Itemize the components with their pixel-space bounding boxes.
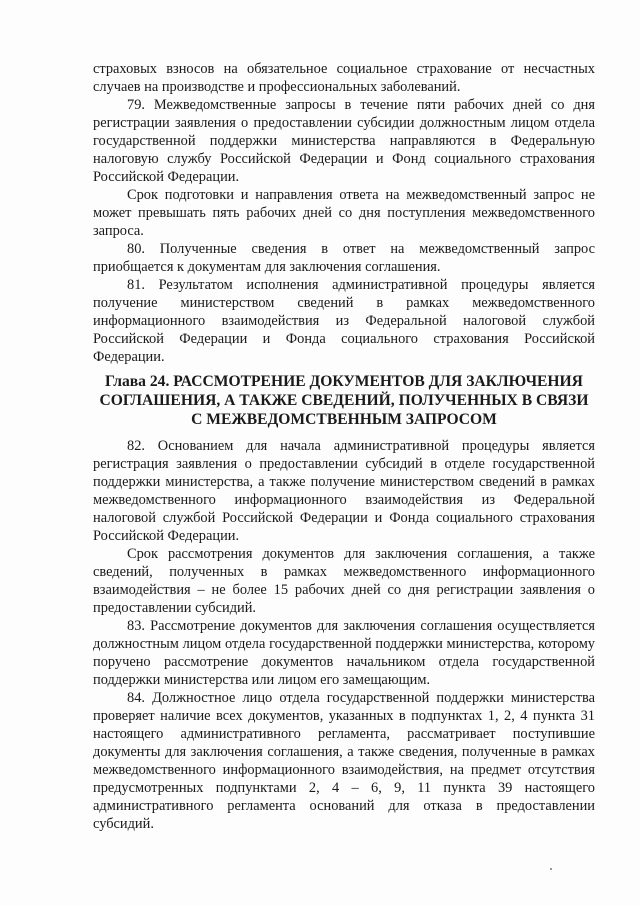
scan-speck — [550, 868, 552, 870]
paragraph-84: 84. Должностное лицо отдела государственной поддержки министерства проверяет наличие всех документов, указанных в подпунктах 1, 2, 4 пункта 31 настоящего административного регламента, рассматривает поступившие документы для заключения соглашения, а также сведения, полученные в рамках межведомственного информационного взаимодействия, на предмет отсутствия предусмотренных подпунктами 2, 4 – 6, 9, 11 пункта 39 настоящего административного регламента оснований для отказа в предоставлении субсидий. — [93, 690, 595, 832]
paragraph-83: 83. Рассмотрение документов для заключения соглашения осуществляется должностным лицом отдела государственной поддержки министерства, которому поручено рассмотрение документов начальником отдела государственной поддержки министерства или лицом его замещающим. — [93, 618, 595, 688]
paragraph-response-deadline: Срок подготовки и направления ответа на межведомственный запрос не может превышать пять рабочих дней со дня поступления межведомственного запроса. — [93, 187, 595, 239]
paragraph-continuation: страховых взносов на обязательное социальное страхование от несчастных случаев на производстве и профессиональных заболеваний. — [93, 61, 595, 95]
top-text-section — [93, 60, 595, 366]
paragraph-80: 80. Полученные сведения в ответ на межведомственный запрос приобщается к документам для заключения соглашения. — [93, 241, 595, 275]
paragraph-review-deadline: Срок рассмотрения документов для заключения соглашения, а также сведений, полученных в рамках межведомственного информационного взаимодействия – не более 15 рабочих дней со дня регистрации заявления о предоставлении субсидий. — [93, 546, 595, 616]
paragraph-82: 82. Основанием для начала административной процедуры является регистрация заявления о предоставлении субсидий в отделе государственной поддержки министерства, а также получение министерством сведений в рамках межведомственного информационного взаимодействия из Федеральной налоговой службой Российской Федерации и Фонда социального страхования Российской Федерации. — [93, 438, 595, 544]
bottom-text-section — [93, 437, 595, 833]
paragraph-81: 81. Результатом исполнения административной процедуры является получение министерством сведений в рамках межведомственного информационного взаимодействия из Федеральной налоговой службой Российской Федерации и Фонда социального страхования Российской Федерации. — [93, 277, 595, 365]
paragraph-79: 79. Межведомственные запросы в течение пяти рабочих дней со дня регистрации заявления о предоставлении субсидии должностным лицом отдела государственной поддержки министерства направляются в Федеральную налоговую службу Российской Федерации и Фонд социального страхования Российской Федерации. — [93, 97, 595, 185]
chapter-heading: Глава 24. РАССМОТРЕНИЕ ДОКУМЕНТОВ ДЛЯ ЗАКЛЮЧЕНИЯ СОГЛАШЕНИЯ, А ТАКЖЕ СВЕДЕНИЙ, ПОЛУЧЕННЫХ В СВЯЗИ С МЕЖВЕДОМСТВЕННЫМ ЗАПРОСОМ — [99, 373, 589, 428]
